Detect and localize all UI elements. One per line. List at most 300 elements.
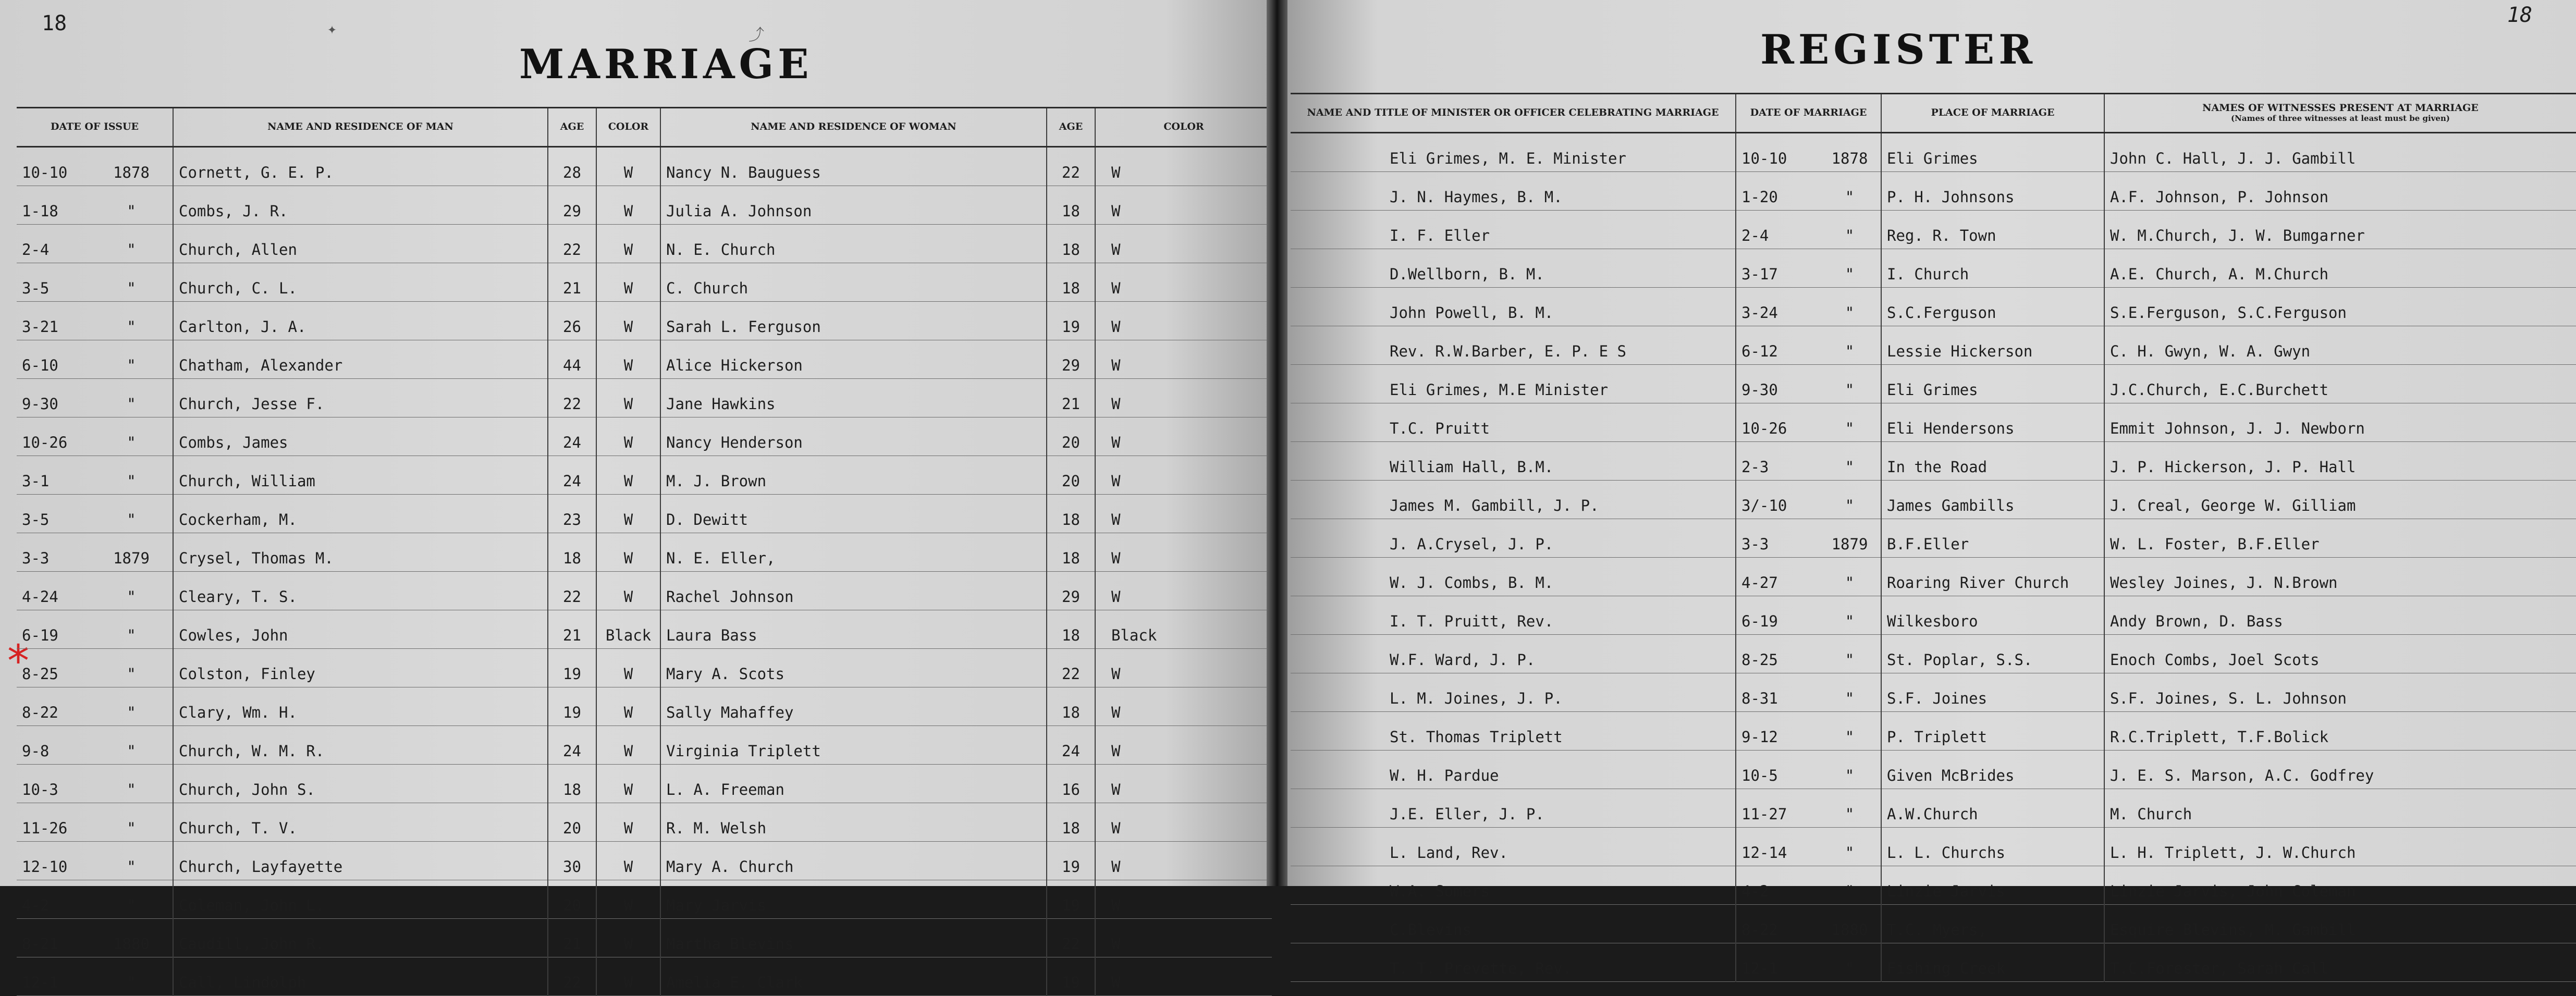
witnesses: Andy Brown, D. Bass bbox=[2104, 596, 2576, 635]
header-witnesses-title: NAMES OF WITNESSES PRESENT AT MARRIAGE bbox=[2202, 102, 2479, 114]
table-row bbox=[17, 340, 1272, 379]
marriage-date: 1-20 bbox=[1736, 172, 1819, 211]
page-title-register: REGISTER bbox=[1760, 26, 2037, 73]
witnesses: Wesley Joines, J. N.Brown bbox=[2104, 558, 2576, 596]
woman-name: Mary A. Scots bbox=[660, 649, 1047, 687]
date-of-issue-cell bbox=[17, 957, 173, 996]
issue-year: " bbox=[127, 279, 136, 297]
witnesses: W. L. Foster, B.F.Eller bbox=[2104, 519, 2576, 558]
table-row bbox=[1291, 866, 2576, 905]
place-of-marriage: P. Triplett bbox=[1881, 712, 2104, 751]
woman-name: Jane Hawkins bbox=[660, 379, 1047, 417]
issue-date: 4-24 bbox=[22, 588, 58, 606]
officiant: L. M. Joines, J. P. bbox=[1291, 673, 1736, 712]
woman-color: W bbox=[1095, 919, 1272, 957]
header-man: NAME AND RESIDENCE OF MAN bbox=[173, 108, 548, 147]
issue-year: " bbox=[127, 781, 136, 798]
marriage-date: 6-19 bbox=[1736, 596, 1819, 635]
man-color: W bbox=[596, 186, 660, 225]
man-age: 18 bbox=[548, 533, 596, 572]
man-color: W bbox=[596, 957, 660, 996]
man-color: Black bbox=[596, 610, 660, 649]
woman-age: 22 bbox=[1047, 649, 1095, 687]
date-of-issue-cell bbox=[17, 919, 173, 957]
marriage-date: 10-5 bbox=[1736, 751, 1819, 789]
witnesses: S.F. Joines, S. L. Johnson bbox=[2104, 673, 2576, 712]
marriage-date: 11-27 bbox=[1736, 789, 1819, 828]
witnesses: Enoch Combs, Joel Scots bbox=[2104, 635, 2576, 673]
man-name: Clary, Wm. H. bbox=[173, 687, 548, 726]
issue-year: " bbox=[127, 896, 136, 914]
woman-color: W bbox=[1095, 957, 1272, 996]
man-color: W bbox=[596, 687, 660, 726]
man-age: 19 bbox=[548, 649, 596, 687]
place-of-marriage: James Gambills bbox=[1881, 481, 2104, 519]
issue-date: 10-10 bbox=[22, 164, 68, 181]
marriage-year: " bbox=[1819, 789, 1881, 828]
date-of-issue-cell bbox=[17, 263, 173, 302]
man-name: Carlton, J. A. bbox=[173, 302, 548, 340]
issue-year: " bbox=[127, 511, 136, 528]
witnesses: Emmit Johnson, J. J. Newborn bbox=[2104, 403, 2576, 442]
man-name: Cowles, John bbox=[173, 610, 548, 649]
header-color-woman: COLOR bbox=[1095, 108, 1272, 147]
officiant: L. Land, Rev. bbox=[1291, 828, 1736, 866]
woman-color: Black bbox=[1095, 610, 1272, 649]
table-row bbox=[1291, 249, 2576, 288]
table-header-row bbox=[17, 108, 1272, 147]
table-row bbox=[17, 186, 1272, 225]
officiant: Eli Grimes, M.E Minister bbox=[1291, 365, 1736, 403]
witnesses: C. H. Gwyn, W. A. Gwyn bbox=[2104, 326, 2576, 365]
table-row bbox=[17, 495, 1272, 533]
man-color: W bbox=[596, 649, 660, 687]
marriage-year: " bbox=[1819, 712, 1881, 751]
table-row bbox=[1291, 519, 2576, 558]
date-of-issue-cell bbox=[17, 842, 173, 880]
woman-age: 18 bbox=[1047, 687, 1095, 726]
issue-year: " bbox=[127, 395, 136, 413]
woman-age: 20 bbox=[1047, 456, 1095, 495]
woman-age: 21 bbox=[1047, 379, 1095, 417]
table-row bbox=[1291, 943, 2576, 982]
marriage-year: 1878 bbox=[1819, 133, 1881, 172]
officiant: T. T. Prevette, Rev. bbox=[1291, 943, 1736, 982]
woman-age: 18 bbox=[1047, 610, 1095, 649]
man-name: Combs, James bbox=[173, 417, 548, 456]
man-color: W bbox=[596, 842, 660, 880]
witnesses: J. P. Hickerson, J. P. Hall bbox=[2104, 442, 2576, 481]
table-row bbox=[1291, 326, 2576, 365]
woman-color: W bbox=[1095, 495, 1272, 533]
date-of-issue-cell bbox=[17, 649, 173, 687]
woman-age: 19 bbox=[1047, 302, 1095, 340]
issue-year: " bbox=[127, 626, 136, 644]
woman-name: Virginia Triplett bbox=[660, 726, 1047, 765]
table-row bbox=[1291, 905, 2576, 943]
table-row bbox=[17, 726, 1272, 765]
man-name: Caudill, John R. bbox=[173, 919, 548, 957]
date-of-issue-cell bbox=[17, 572, 173, 610]
date-of-issue-cell bbox=[17, 880, 173, 919]
man-color: W bbox=[596, 533, 660, 572]
date-of-issue-cell bbox=[17, 186, 173, 225]
woman-name: Julia A. Johnson bbox=[660, 186, 1047, 225]
woman-color: W bbox=[1095, 842, 1272, 880]
woman-name: Amelia E. Clark bbox=[660, 957, 1047, 996]
place-of-marriage: Eli Grimes bbox=[1881, 133, 2104, 172]
issue-date: 9-8 bbox=[22, 742, 50, 760]
officiant: I. T. Pruitt, Rev. bbox=[1291, 596, 1736, 635]
issue-year: " bbox=[127, 819, 136, 837]
man-color: W bbox=[596, 379, 660, 417]
table-row bbox=[1291, 172, 2576, 211]
man-age: 21 bbox=[548, 919, 596, 957]
marriage-year: " bbox=[1819, 211, 1881, 249]
woman-color: W bbox=[1095, 880, 1272, 919]
woman-color: W bbox=[1095, 533, 1272, 572]
man-age: 22 bbox=[548, 379, 596, 417]
man-age: 21 bbox=[548, 610, 596, 649]
woman-age: 18 bbox=[1047, 225, 1095, 263]
pencil-mark: ✦ bbox=[327, 20, 337, 38]
date-of-issue-cell bbox=[17, 726, 173, 765]
marriage-year: " bbox=[1819, 326, 1881, 365]
woman-age: 24 bbox=[1047, 726, 1095, 765]
man-name: Church, William bbox=[173, 456, 548, 495]
woman-age: 22 bbox=[1047, 919, 1095, 957]
woman-color: W bbox=[1095, 340, 1272, 379]
officiant: John Powell, B. M. bbox=[1291, 288, 1736, 326]
marriage-date: 12-14 bbox=[1736, 828, 1819, 866]
header-place: PLACE OF MARRIAGE bbox=[1881, 94, 2104, 133]
table-row bbox=[1291, 133, 2576, 172]
officiant: D.Wellborn, B. M. bbox=[1291, 249, 1736, 288]
date-of-issue-cell bbox=[17, 765, 173, 803]
header-witnesses-subtitle: (Names of three witnesses at least must be given) bbox=[2231, 114, 2450, 124]
marriage-date: 9-30 bbox=[1736, 365, 1819, 403]
witnesses: M. Church bbox=[2104, 789, 2576, 828]
man-age: 22 bbox=[548, 225, 596, 263]
date-of-issue-cell bbox=[17, 803, 173, 842]
officiant: J.E. Eller, J. P. bbox=[1291, 789, 1736, 828]
place-of-marriage: S.F. Joines bbox=[1881, 673, 2104, 712]
woman-age: 19 bbox=[1047, 957, 1095, 996]
table-row bbox=[17, 957, 1272, 996]
issue-date: 11-26 bbox=[22, 819, 68, 837]
woman-name: Alice Hickerson bbox=[660, 340, 1047, 379]
header-date-of-issue: DATE OF ISSUE bbox=[17, 108, 173, 147]
table-row bbox=[1291, 635, 2576, 673]
table-row bbox=[17, 610, 1272, 649]
woman-color: W bbox=[1095, 417, 1272, 456]
woman-age: 19 bbox=[1047, 842, 1095, 880]
header-date-of-marriage: DATE OF MARRIAGE bbox=[1736, 94, 1881, 133]
issue-year: " bbox=[127, 742, 136, 760]
marriage-date: 8-31 bbox=[1736, 673, 1819, 712]
table-row bbox=[1291, 365, 2576, 403]
officiant: W.A. Somers bbox=[1291, 866, 1736, 905]
woman-name: Nancy N. Bauguess bbox=[660, 147, 1047, 186]
issue-year: " bbox=[127, 858, 136, 876]
date-of-issue-cell bbox=[17, 687, 173, 726]
table-row bbox=[17, 225, 1272, 263]
date-of-issue-cell bbox=[17, 456, 173, 495]
woman-age: 18 bbox=[1047, 263, 1095, 302]
witnesses: R.C.Triplett, T.F.Bolick bbox=[2104, 712, 2576, 751]
man-age: 30 bbox=[548, 842, 596, 880]
header-minister: NAME AND TITLE OF MINISTER OR OFFICER CELEBRATING MARRIAGE bbox=[1291, 94, 1736, 133]
man-age: 44 bbox=[548, 340, 596, 379]
woman-name: Sally Mahaffey bbox=[660, 687, 1047, 726]
table-row bbox=[1291, 481, 2576, 519]
man-age: 20 bbox=[548, 880, 596, 919]
man-name: Church, T. V. bbox=[173, 803, 548, 842]
table-row bbox=[1291, 442, 2576, 481]
table-row bbox=[17, 533, 1272, 572]
woman-name: Mary Jarvis bbox=[660, 880, 1047, 919]
woman-name: Laura Bass bbox=[660, 610, 1047, 649]
woman-name: Nancy Henderson bbox=[660, 417, 1047, 456]
marriage-date: 8-22 bbox=[1736, 905, 1819, 943]
woman-color: W bbox=[1095, 803, 1272, 842]
table-row bbox=[1291, 828, 2576, 866]
officiant: W. H. Pardue bbox=[1291, 751, 1736, 789]
table-row bbox=[17, 572, 1272, 610]
date-of-issue-cell bbox=[17, 340, 173, 379]
woman-name: M. J. Brown bbox=[660, 456, 1047, 495]
marriage-date: 9-12 bbox=[1736, 712, 1819, 751]
marriage-date: 3-3 bbox=[1736, 519, 1819, 558]
issue-year: " bbox=[127, 588, 136, 606]
issue-year: 1880 bbox=[113, 935, 150, 953]
marriage-year: " bbox=[1819, 403, 1881, 442]
issue-year: " bbox=[127, 202, 136, 220]
officiant: T.C. Pruitt bbox=[1291, 403, 1736, 442]
marriage-date: 4-27 bbox=[1736, 558, 1819, 596]
issue-date: 3-5 bbox=[22, 511, 50, 528]
issue-year: " bbox=[127, 472, 136, 490]
officiant: Rev. R.W.Barber, E. P. E S bbox=[1291, 326, 1736, 365]
place-of-marriage: Eli Hendersons bbox=[1881, 403, 2104, 442]
man-color: W bbox=[596, 340, 660, 379]
place-of-marriage: Reg. R. Town bbox=[1881, 211, 2104, 249]
issue-date: 1-18 bbox=[22, 202, 58, 220]
issue-date: 8-22 bbox=[22, 704, 58, 721]
issue-year: " bbox=[127, 318, 136, 336]
issue-date: 4-2 bbox=[22, 896, 50, 914]
woman-name: N. E. Church bbox=[660, 225, 1047, 263]
header-woman: NAME AND RESIDENCE OF WOMAN bbox=[660, 108, 1047, 147]
man-color: W bbox=[596, 263, 660, 302]
woman-age: 18 bbox=[1047, 533, 1095, 572]
marriage-date: 2-3 bbox=[1736, 442, 1819, 481]
date-of-issue-cell bbox=[17, 302, 173, 340]
left-page-number: 18 bbox=[42, 11, 67, 35]
marriage-date: 3-24 bbox=[1736, 288, 1819, 326]
man-age: 23 bbox=[548, 495, 596, 533]
date-of-issue-cell bbox=[17, 610, 173, 649]
marriage-year: " bbox=[1819, 635, 1881, 673]
man-color: W bbox=[596, 919, 660, 957]
man-color: W bbox=[596, 765, 660, 803]
table-row bbox=[17, 687, 1272, 726]
man-age: 28 bbox=[548, 147, 596, 186]
table-row bbox=[17, 302, 1272, 340]
table-row bbox=[1291, 712, 2576, 751]
officiant: I. F. Eller bbox=[1291, 211, 1736, 249]
man-age: 18 bbox=[548, 765, 596, 803]
witnesses: Esquire Blevins, M. Gambill bbox=[2104, 905, 2576, 943]
man-name: Church, W. M. R. bbox=[173, 726, 548, 765]
table-row bbox=[17, 417, 1272, 456]
header-age-woman: AGE bbox=[1047, 108, 1095, 147]
woman-color: W bbox=[1095, 186, 1272, 225]
marriage-date: 2-4 bbox=[1736, 211, 1819, 249]
issue-year: " bbox=[127, 434, 136, 451]
woman-age: 18 bbox=[1047, 803, 1095, 842]
marriage-year: 1880 bbox=[1819, 905, 1881, 943]
man-name: Coleman, John L. bbox=[173, 880, 548, 919]
man-name: Church, John S. bbox=[173, 765, 548, 803]
man-age: 24 bbox=[548, 417, 596, 456]
man-age: 22 bbox=[548, 957, 596, 996]
table-row bbox=[17, 765, 1272, 803]
table-row bbox=[1291, 558, 2576, 596]
date-of-issue-cell bbox=[17, 379, 173, 417]
issue-date: 8-21 bbox=[22, 935, 58, 953]
man-color: W bbox=[596, 495, 660, 533]
witnesses: John C. Hall, J. J. Gambill bbox=[2104, 133, 2576, 172]
woman-age: 18 bbox=[1047, 495, 1095, 533]
marriage-year: " bbox=[1819, 481, 1881, 519]
issue-year: " bbox=[127, 241, 136, 259]
man-name: Cornett, G. E. P. bbox=[173, 147, 548, 186]
table-row bbox=[17, 379, 1272, 417]
table-row bbox=[1291, 403, 2576, 442]
woman-name: C. Church bbox=[660, 263, 1047, 302]
witnesses: S.E.Ferguson, S.C.Ferguson bbox=[2104, 288, 2576, 326]
marriage-year: " bbox=[1819, 172, 1881, 211]
man-color: W bbox=[596, 417, 660, 456]
woman-name: Martha Blevins bbox=[660, 919, 1047, 957]
table-row bbox=[1291, 288, 2576, 326]
right-page-number: 18 bbox=[2507, 3, 2533, 27]
date-of-issue-cell bbox=[17, 225, 173, 263]
issue-year: 1878 bbox=[113, 164, 150, 181]
woman-name: N. E. Eller, bbox=[660, 533, 1047, 572]
man-age: 20 bbox=[548, 803, 596, 842]
issue-year: " bbox=[127, 974, 136, 991]
table-row bbox=[17, 147, 1272, 186]
issue-date: 3-3 bbox=[22, 549, 50, 567]
woman-color: W bbox=[1095, 225, 1272, 263]
date-of-issue-cell bbox=[17, 495, 173, 533]
place-of-marriage: Linzie Jarvis bbox=[1881, 866, 2104, 905]
witnesses: J. Creal, George W. Gilliam bbox=[2104, 481, 2576, 519]
witnesses: W. M.Church, J. W. Bumgarner bbox=[2104, 211, 2576, 249]
issue-year: " bbox=[127, 665, 136, 683]
woman-age: 22 bbox=[1047, 147, 1095, 186]
man-name: Chatham, Alexander bbox=[173, 340, 548, 379]
page-title-marriage: MARRIAGE bbox=[519, 41, 813, 88]
marriage-year: " bbox=[1819, 558, 1881, 596]
issue-date: 12-10 bbox=[22, 858, 68, 876]
woman-age: 29 bbox=[1047, 340, 1095, 379]
place-of-marriage: St. Poplar, S.S. bbox=[1881, 635, 2104, 673]
marriage-year: " bbox=[1819, 288, 1881, 326]
woman-color: W bbox=[1095, 687, 1272, 726]
officiant: W.F. Ward, J. P. bbox=[1291, 635, 1736, 673]
woman-color: W bbox=[1095, 649, 1272, 687]
woman-name: Sarah L. Ferguson bbox=[660, 302, 1047, 340]
place-of-marriage: B.F.Eller bbox=[1881, 519, 2104, 558]
woman-color: W bbox=[1095, 726, 1272, 765]
woman-age: 16 bbox=[1047, 765, 1095, 803]
man-age: 21 bbox=[548, 263, 596, 302]
officiant: James M. Gambill, J. P. bbox=[1291, 481, 1736, 519]
man-color: W bbox=[596, 726, 660, 765]
man-age: 24 bbox=[548, 456, 596, 495]
issue-date: 6-10 bbox=[22, 356, 58, 374]
woman-age: 19 bbox=[1047, 880, 1095, 919]
issue-date: 2-4 bbox=[22, 241, 50, 259]
officiant: Eli Grimes, M. E. Minister bbox=[1291, 133, 1736, 172]
man-age: 26 bbox=[548, 302, 596, 340]
marriage-date: 10-10 bbox=[1736, 133, 1819, 172]
man-name: Church, Layfayette bbox=[173, 842, 548, 880]
witnesses: J.C.Church, E.C.Burchett bbox=[2104, 365, 2576, 403]
marriage-year: 1879 bbox=[1819, 519, 1881, 558]
woman-color: W bbox=[1095, 765, 1272, 803]
man-color: W bbox=[596, 147, 660, 186]
woman-age: 20 bbox=[1047, 417, 1095, 456]
table-row bbox=[1291, 673, 2576, 712]
place-of-marriage: T.C. Myers, bbox=[1881, 905, 2104, 943]
witnesses: A.F. Johnson, P. Johnson bbox=[2104, 172, 2576, 211]
marriage-year: " bbox=[1819, 751, 1881, 789]
woman-color: W bbox=[1095, 263, 1272, 302]
marriage-year: " bbox=[1819, 943, 1881, 982]
man-name: Church, Jesse F. bbox=[173, 379, 548, 417]
woman-name: Mary A. Church bbox=[660, 842, 1047, 880]
table-row bbox=[1291, 211, 2576, 249]
woman-age: 18 bbox=[1047, 186, 1095, 225]
place-of-marriage: Roaring River Church bbox=[1881, 558, 2104, 596]
issue-date: 12-1 bbox=[22, 974, 58, 991]
witnesses: L. H. Triplett, J. W.Church bbox=[2104, 828, 2576, 866]
header-color-man: COLOR bbox=[596, 108, 660, 147]
man-color: W bbox=[596, 302, 660, 340]
marriage-year: " bbox=[1819, 673, 1881, 712]
issue-year: " bbox=[127, 356, 136, 374]
woman-color: W bbox=[1095, 456, 1272, 495]
man-color: W bbox=[596, 880, 660, 919]
marriage-year: " bbox=[1819, 866, 1881, 905]
witnesses: A.E. Church, A. M.Church bbox=[2104, 249, 2576, 288]
woman-color: W bbox=[1095, 147, 1272, 186]
officiant: J. A.Crysel, J. P. bbox=[1291, 519, 1736, 558]
woman-name: R. M. Welsh bbox=[660, 803, 1047, 842]
woman-color: W bbox=[1095, 572, 1272, 610]
issue-year: " bbox=[127, 704, 136, 721]
woman-name: D. Dewitt bbox=[660, 495, 1047, 533]
woman-name: Rachel Johnson bbox=[660, 572, 1047, 610]
witnesses: Linzie Jarvis, John Coleman bbox=[2104, 866, 2576, 905]
red-asterisk-mark: * bbox=[7, 635, 29, 686]
marriage-date: 3-17 bbox=[1736, 249, 1819, 288]
man-age: 29 bbox=[548, 186, 596, 225]
